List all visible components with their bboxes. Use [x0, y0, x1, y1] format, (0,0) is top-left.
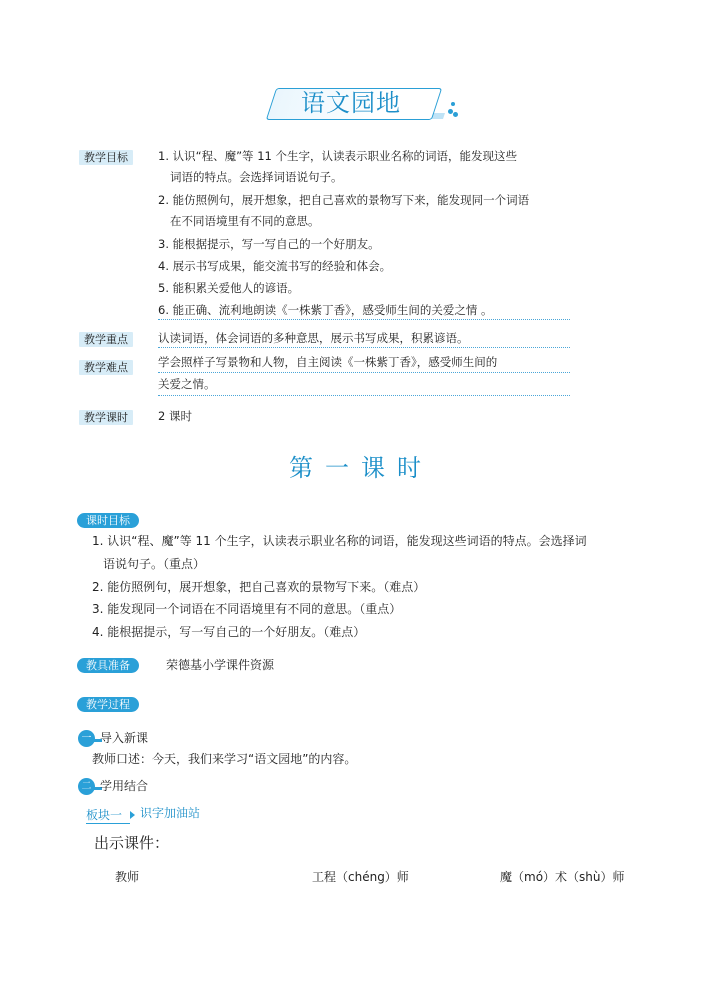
lesson-goals-pill: 课时目标: [77, 513, 139, 528]
word-item: 工程（chéng）师: [312, 870, 409, 884]
goal-line: 1. 认识“程、魔”等 11 个生字，认读表示职业名称的词语，能发现这些: [158, 149, 517, 163]
arrow-right-icon: [130, 811, 135, 819]
lesson-goal-line: 语说句子。（重点）: [103, 557, 206, 571]
process-pill: 教学过程: [77, 697, 139, 712]
goal-line: 5. 能积累关爱他人的谚语。: [158, 281, 300, 295]
page-title: 语文园地: [301, 89, 401, 117]
lesson-goal-line: 1. 认识“程、魔”等 11 个生字，认读表示职业名称的词语，能发现这些词语的特点。会选择词: [92, 534, 587, 548]
difficulty-tag: 教学难点: [79, 360, 133, 375]
step-title: 导入新课: [100, 731, 149, 745]
dots-icon: [448, 102, 458, 118]
divider: [158, 319, 570, 320]
goal-line: 6. 能正确、流利地朗读《一株紫丁香》，感受师生间的关爱之情 。: [158, 303, 493, 317]
prep-pill: 教具准备: [77, 658, 139, 673]
step-text: 教师口述：今天，我们来学习“语文园地”的内容。: [92, 752, 357, 766]
goal-line: 2. 能仿照例句，展开想象，把自己喜欢的景物写下来，能发现同一个词语: [158, 193, 530, 207]
block-title: 识字加油站: [140, 806, 201, 820]
step-title: 学用结合: [100, 779, 149, 793]
difficulty-line: 关爱之情。: [158, 377, 216, 391]
divider: [158, 347, 570, 348]
lesson-goal-line: 3. 能发现同一个词语在不同语境里有不同的意思。（重点）: [92, 602, 402, 616]
step-number: 二: [78, 778, 95, 795]
block-underline: [86, 823, 130, 824]
lesson-goal-line: 2. 能仿照例句，展开想象，把自己喜欢的景物写下来。（难点）: [92, 580, 426, 594]
lesson-title: 第一课时: [289, 454, 433, 482]
difficulty-line: 学会照样子写景物和人物，自主阅读《一株紫丁香》，感受师生间的: [158, 355, 498, 369]
goal-line: 在不同语境里有不同的意思。: [170, 214, 320, 228]
word-item: 教师: [115, 870, 140, 884]
focus-tag: 教学重点: [79, 332, 133, 347]
goal-line: 3. 能根据提示，写一写自己的一个好朋友。: [158, 237, 380, 251]
divider: [158, 372, 570, 373]
hours-tag: 教学课时: [79, 410, 133, 425]
word-item: 魔（mó）术（shù）师: [500, 870, 625, 884]
divider: [158, 395, 570, 396]
goal-line: 词语的特点。会选择词语说句子。: [170, 170, 343, 184]
show-label: 出示课件：: [94, 834, 170, 852]
prep-text: 荣德基小学课件资源: [166, 658, 275, 672]
goal-line: 4. 展示书写成果，能交流书写的经验和体会。: [158, 259, 392, 273]
hours-text: 2 课时: [158, 409, 192, 423]
lesson-goal-line: 4. 能根据提示，写一写自己的一个好朋友。（难点）: [92, 625, 366, 639]
step-number: 一: [78, 730, 95, 747]
goals-tag: 教学目标: [79, 150, 133, 165]
block-label: 板块一: [86, 808, 123, 822]
focus-text: 认读词语，体会词语的多种意思，展示书写成果，积累谚语。: [158, 331, 469, 345]
